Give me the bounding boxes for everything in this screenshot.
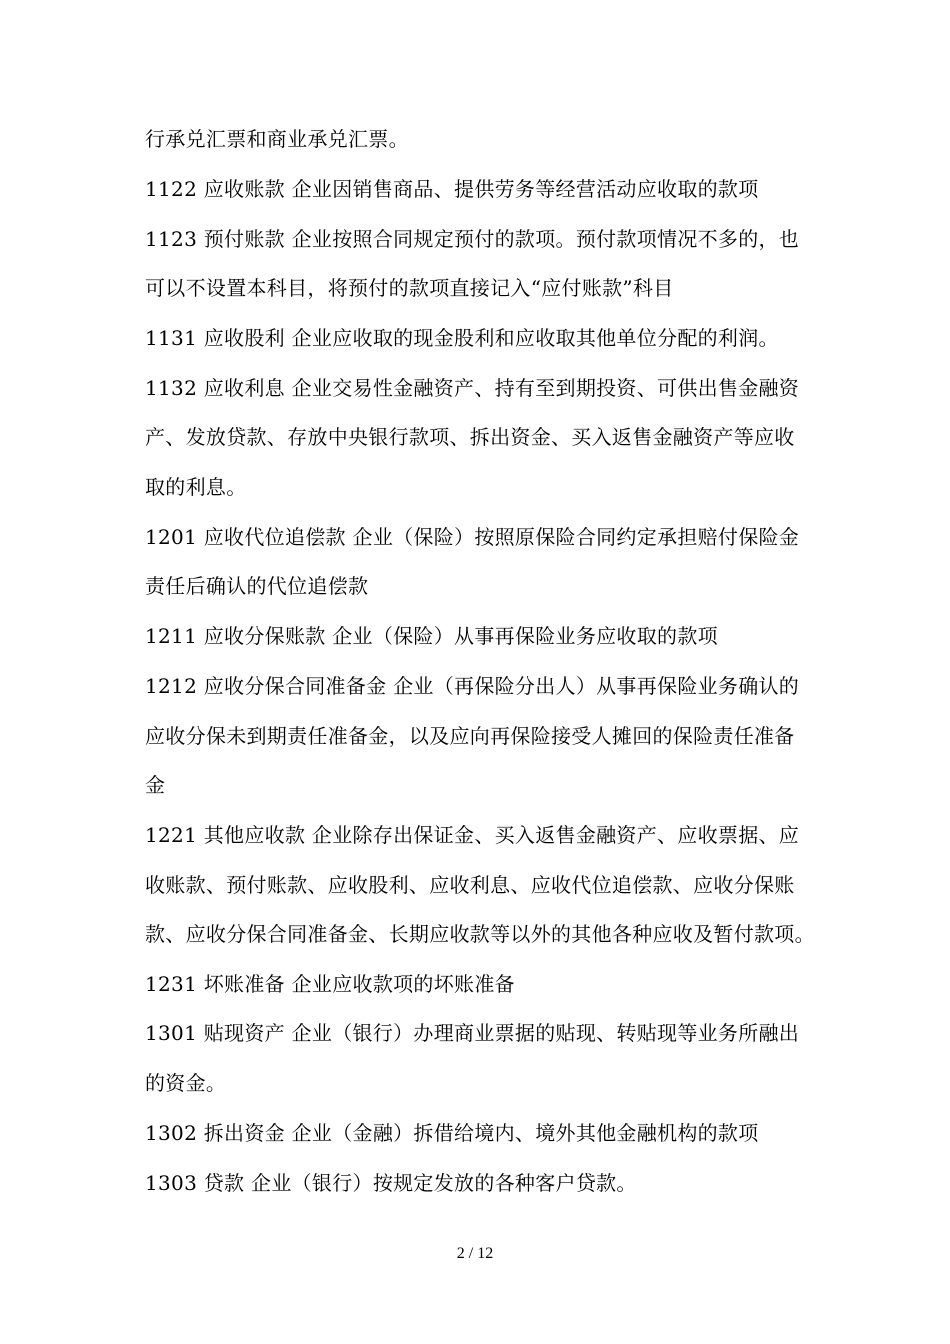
text-line: 金 — [145, 773, 166, 797]
text-line: 产、发放贷款、存放中央银行款项、拆出资金、买入返售金融资产等应收 — [145, 425, 795, 449]
text-line: 1221 其他应收款 企业除存出保证金、买入返售金融资产、应收票据、应 — [145, 823, 800, 847]
text-line: 款、应收分保合同准备金、长期应收款等以外的其他各种应收及暂付款项。 — [145, 922, 815, 946]
text-line: 1211 应收分保账款 企业（保险）从事再保险业务应收取的款项 — [145, 624, 718, 648]
text-line: 1123 预付账款 企业按照合同规定预付的款项。预付款项情况不多的，也 — [145, 227, 800, 251]
text-line: 1122 应收账款 企业因销售商品、提供劳务等经营活动应收取的款项 — [145, 177, 759, 201]
text-line: 1231 坏账准备 企业应收款项的坏账准备 — [145, 972, 515, 996]
text-line: 1201 应收代位追偿款 企业（保险）按照原保险合同约定承担赔付保险金 — [145, 525, 800, 549]
page-number: 2 / 12 — [456, 1245, 494, 1262]
text-line: 1132 应收利息 企业交易性金融资产、持有至到期投资、可供出售金融资 — [145, 376, 800, 400]
text-line: 取的利息。 — [145, 475, 247, 499]
text-line: 1301 贴现资产 企业（银行）办理商业票据的贴现、转贴现等业务所融出 — [145, 1021, 800, 1045]
text-line: 行承兑汇票和商业承兑汇票。 — [145, 127, 409, 151]
text-line: 1303 贷款 企业（银行）按规定发放的各种客户贷款。 — [145, 1171, 637, 1195]
text-line: 收账款、预付账款、应收股利、应收利息、应收代位追偿款、应收分保账 — [145, 873, 795, 897]
text-line: 的资金。 — [145, 1071, 227, 1095]
text-line: 1212 应收分保合同准备金 企业（再保险分出人）从事再保险业务确认的 — [145, 674, 800, 698]
text-line: 应收分保未到期责任准备金，以及应向再保险接受人摊回的保险责任准备 — [145, 724, 795, 748]
text-line: 责任后确认的代位追偿款 — [145, 574, 369, 598]
text-line: 1302 拆出资金 企业（金融）拆借给境内、境外其他金融机构的款项 — [145, 1121, 759, 1145]
text-line: 1131 应收股利 企业应收取的现金股利和应收取其他单位分配的利润。 — [145, 326, 779, 350]
text-line: 可以不设置本科目，将预付的款项直接记入“应付账款”科目 — [145, 276, 674, 300]
